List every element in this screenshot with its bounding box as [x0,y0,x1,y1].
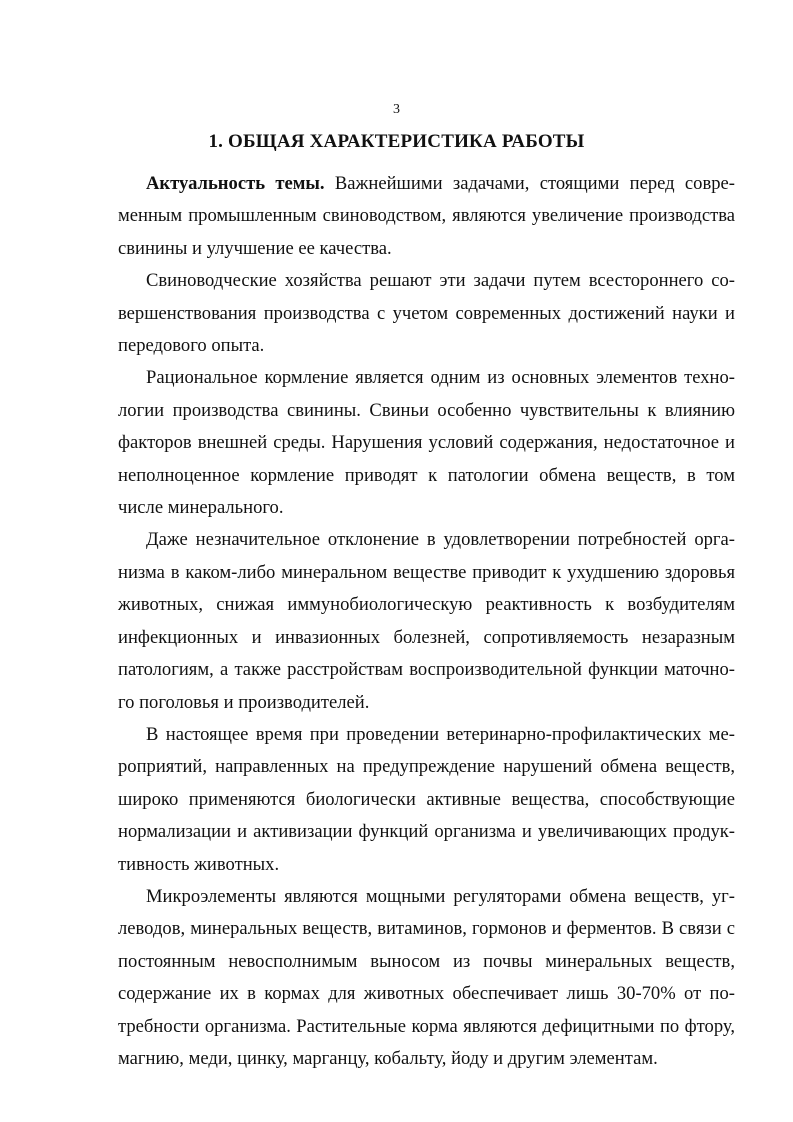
paragraph: Микроэлементы являются мощными регуляторами обмена веществ, углеводов, минеральных веществ, витаминов, гормонов и ферментов. В связи с постоянным невосполнимым выносом из почвы минеральных веществ, содержание их в кормах для животных обеспечивает лишь 30-70% от потребности организма. Растительные корма являются дефицитными по фтору, магнию, меди, цинку, марганцу, кобальту, йоду и другим элементам. [118,885,735,1069]
paragraph: В настоящее время при проведении ветеринарно-профилактических мероприятий, направленных на предупреждение нарушений обмена веществ, широко применяются биологически активные вещества, способствующие нормализации и активизации функций организма и увеличивающих продуктивность животных. [118,723,735,875]
paragraph-lead: Актуальность темы. [146,173,325,194]
paragraph: Рациональное кормление является одним из основных элементов технологии производства свинины. Свиньи особенно чувствительны к влиянию факторов внешней среды. Нарушения условий содержания, недостаточное и неполноценное кормление приводят к патологии обмена веществ, в том числе минерального. [118,367,735,519]
body-text [118,168,735,1075]
paragraph: Даже незначительное отклонение в удовлетворении потребностей организма в каком-либо минеральном веществе приводит к ухудшению здоровья животных, снижая иммунобиологическую реактивность к возбудителям инфекционных и инвазионных болезней, сопротивляемость незаразным патологиям, а также расстройствам воспроизводительной функции маточного поголовья и производителей. [118,529,735,713]
paragraph-relevance [118,168,735,265]
section-heading: 1. ОБЩАЯ ХАРАКТЕРИСТИКА РАБОТЫ [208,131,585,152]
paragraph: Свиноводческие хозяйства решают эти задачи путем всестороннего совершенствования производства с учетом современных достижений науки и передового опыта. [118,270,735,357]
page-number: 3 [393,102,400,117]
paragraph-text: Важнейшими задачами, стоящими перед современным промышленным свиноводством, являются увеличение производства свинины и улучшение ее качества. [118,173,735,259]
